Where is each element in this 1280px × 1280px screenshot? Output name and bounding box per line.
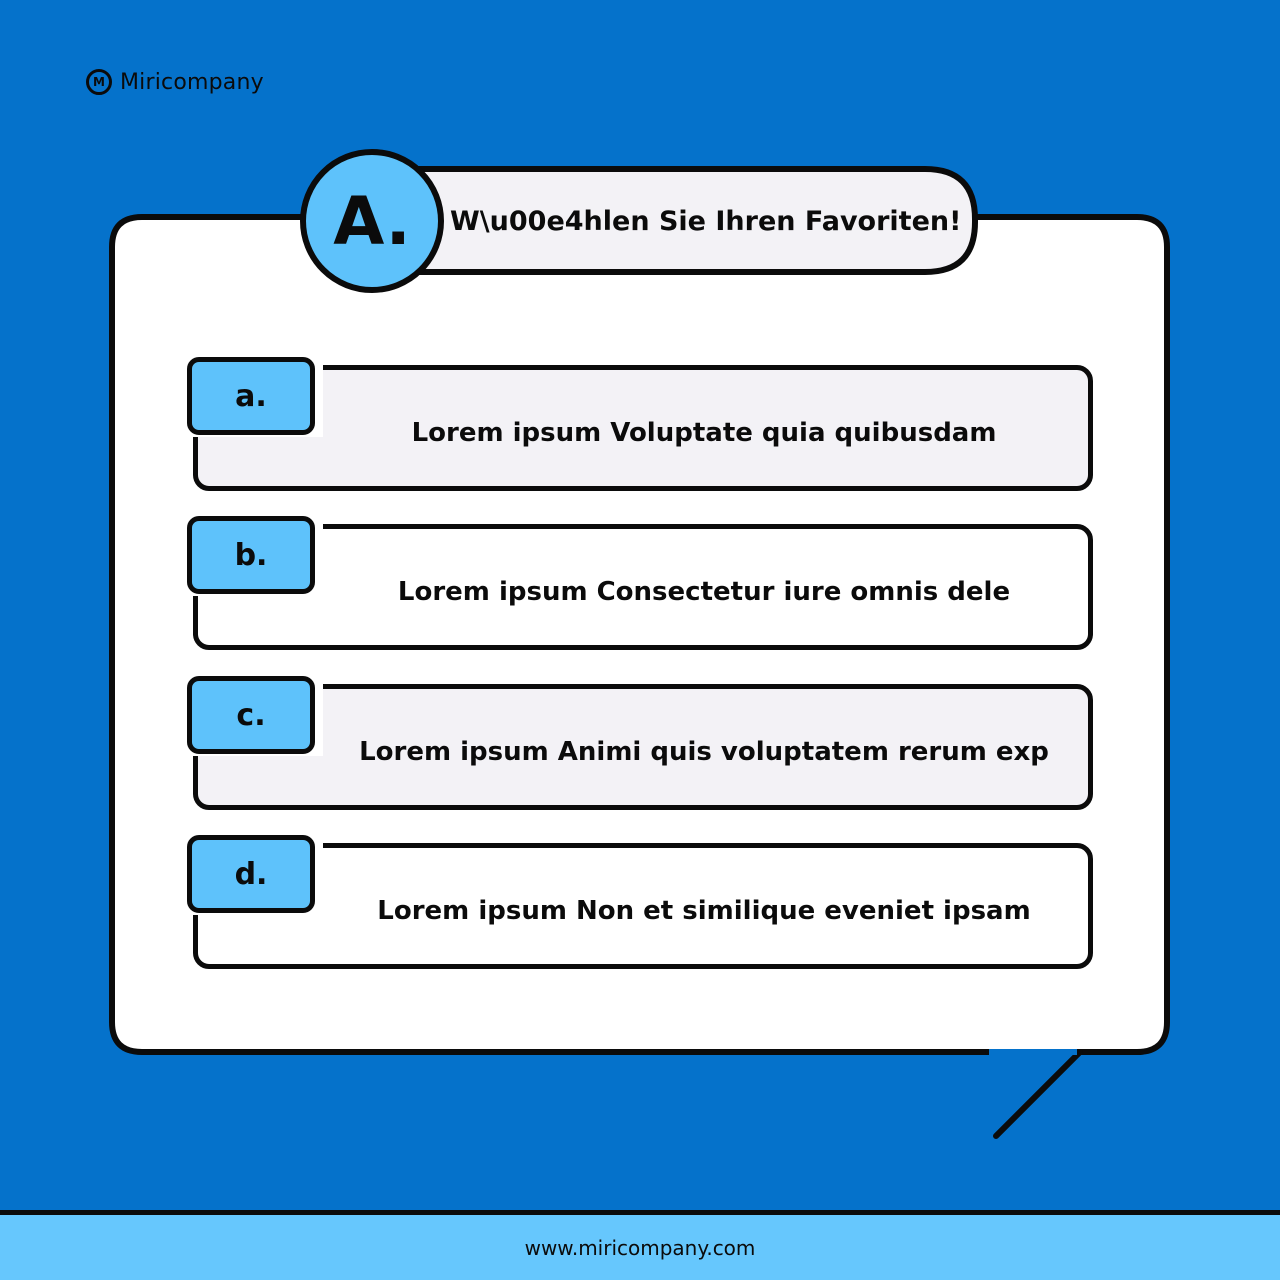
option-text: Lorem ipsum Non et similique eveniet ipsam	[377, 896, 1031, 926]
option-text: Lorem ipsum Voluptate quia quibusdam	[411, 418, 997, 448]
option-text: Lorem ipsum Consectetur iure omnis dele	[397, 577, 1011, 607]
brand-logo-icon: M	[86, 69, 112, 95]
option-tag: c.	[187, 676, 315, 754]
option-d[interactable]	[187, 835, 1093, 971]
footer	[0, 1210, 1280, 1280]
option-tag: d.	[187, 835, 315, 913]
question-title: W\u00e4hlen Sie Ihren Favoriten!	[450, 205, 962, 237]
option-c[interactable]	[187, 676, 1093, 812]
option-a[interactable]	[187, 357, 1093, 493]
option-text: Lorem ipsum Animi quis voluptatem rerum exp	[359, 737, 1049, 767]
option-b[interactable]	[187, 516, 1093, 652]
brand-name: Miricompany	[120, 69, 264, 95]
option-tag: b.	[187, 516, 315, 594]
option-tag: a.	[187, 357, 315, 435]
question-label: A.	[333, 183, 411, 260]
footer-url[interactable]: www.miricompany.com	[524, 1235, 756, 1260]
speech-tail	[988, 1052, 1080, 1136]
